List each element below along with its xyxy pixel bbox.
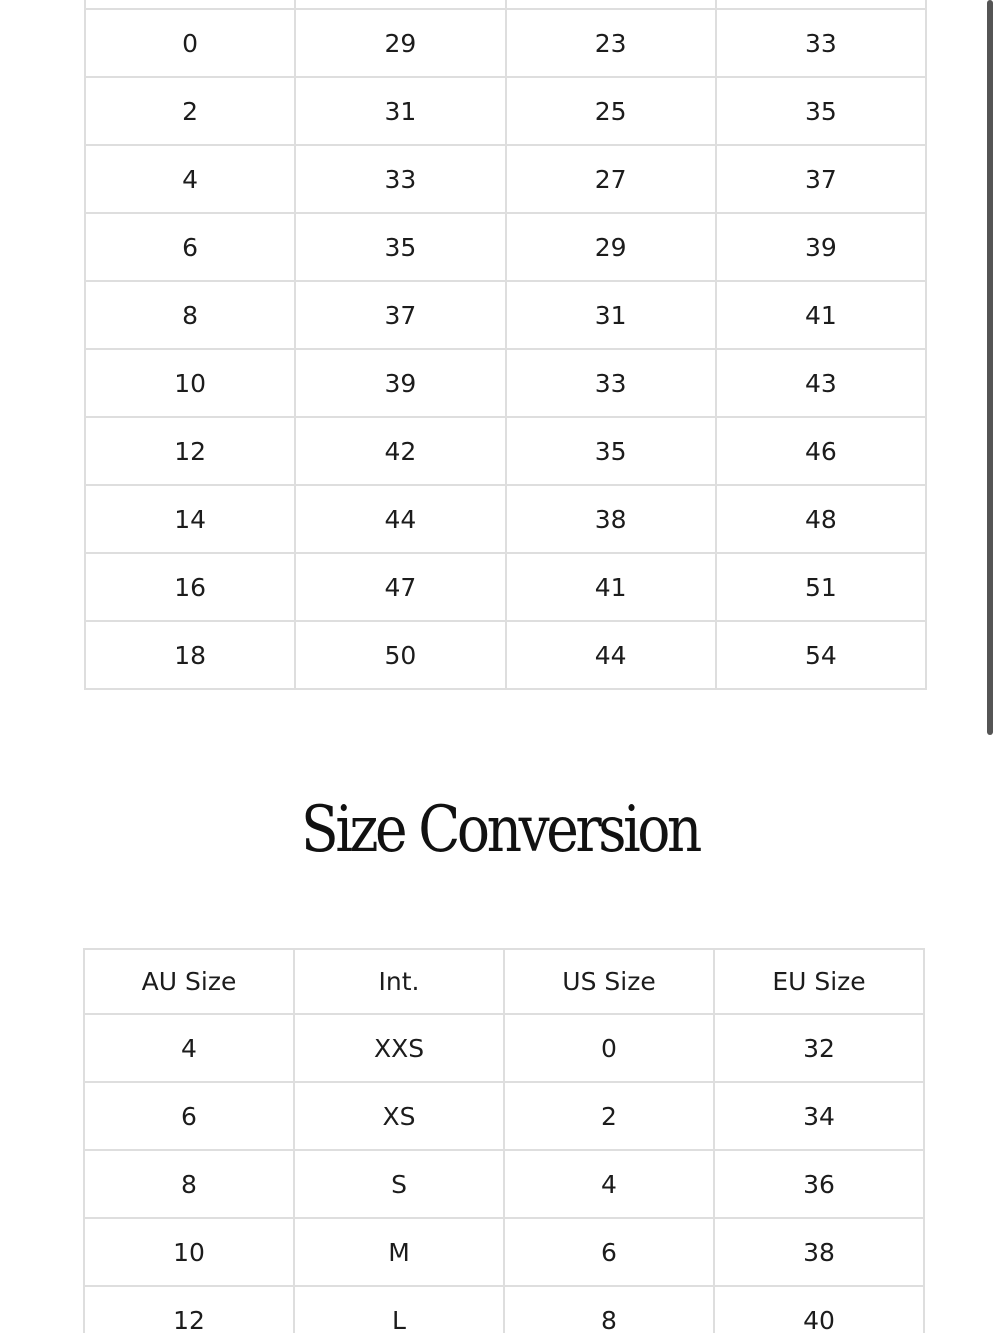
measurements-table [84, 0, 927, 690]
table-row [85, 417, 926, 485]
table-cell: 38 [714, 1218, 924, 1286]
table-cell: 8 [504, 1286, 714, 1333]
table-cell: 46 [716, 417, 926, 485]
table-cell: 23 [506, 9, 716, 77]
column-header-int: Int. [294, 949, 504, 1014]
table-cell: 25 [506, 77, 716, 145]
table-cell: 35 [506, 417, 716, 485]
table-row [85, 349, 926, 417]
table-cell: 48 [716, 485, 926, 553]
table-row [85, 9, 926, 77]
table-cell: M [294, 1218, 504, 1286]
table-row [85, 621, 926, 689]
table-cell: 43 [716, 349, 926, 417]
column-header-us-size: US Size [504, 949, 714, 1014]
table-cell: 35 [716, 77, 926, 145]
table-cell: 4 [84, 1014, 294, 1082]
table-cell: 33 [716, 9, 926, 77]
table-row [84, 1150, 924, 1218]
scrollbar-thumb[interactable] [987, 0, 993, 735]
table-row [85, 145, 926, 213]
table-cell: 35 [295, 213, 505, 281]
table-cell: 2 [85, 77, 295, 145]
table-cell [506, 0, 716, 9]
table-cell: 41 [506, 553, 716, 621]
table-cell: 40 [714, 1286, 924, 1333]
table-cell: 44 [506, 621, 716, 689]
table-cell: 29 [506, 213, 716, 281]
table-row [84, 1286, 924, 1333]
size-conversion-table [83, 948, 925, 1333]
table-row [85, 77, 926, 145]
table-cell: 8 [85, 281, 295, 349]
table-cell: 34 [714, 1082, 924, 1150]
table-cell: 0 [504, 1014, 714, 1082]
table-cell: 39 [716, 213, 926, 281]
table-header-row [84, 949, 924, 1014]
table-cell: L [294, 1286, 504, 1333]
table-cell: 33 [506, 349, 716, 417]
table-cell: 10 [84, 1218, 294, 1286]
table-cell: 14 [85, 485, 295, 553]
table-cell: 50 [295, 621, 505, 689]
table-row [85, 281, 926, 349]
table-row [85, 0, 926, 9]
table-cell: 8 [84, 1150, 294, 1218]
table-row [85, 485, 926, 553]
table-cell: 16 [85, 553, 295, 621]
table-cell: 36 [714, 1150, 924, 1218]
table-cell [295, 0, 505, 9]
table-cell: 6 [84, 1082, 294, 1150]
table-cell: 37 [295, 281, 505, 349]
table-cell: S [294, 1150, 504, 1218]
table-cell: 12 [84, 1286, 294, 1333]
table-cell: 31 [295, 77, 505, 145]
table-cell: 41 [716, 281, 926, 349]
table-cell: 4 [504, 1150, 714, 1218]
table-row [85, 553, 926, 621]
table-cell: 12 [85, 417, 295, 485]
table-cell: XXS [294, 1014, 504, 1082]
table-cell: 39 [295, 349, 505, 417]
column-header-eu-size: EU Size [714, 949, 924, 1014]
table-cell: 33 [295, 145, 505, 213]
table-row [84, 1082, 924, 1150]
table-cell: 27 [506, 145, 716, 213]
table-cell [85, 0, 295, 9]
table-cell: 18 [85, 621, 295, 689]
table-row [84, 1218, 924, 1286]
table-cell: 31 [506, 281, 716, 349]
table-cell: 54 [716, 621, 926, 689]
table-row [84, 1014, 924, 1082]
table-cell: 51 [716, 553, 926, 621]
table-cell: XS [294, 1082, 504, 1150]
table-cell: 6 [504, 1218, 714, 1286]
table-cell: 37 [716, 145, 926, 213]
table-cell: 10 [85, 349, 295, 417]
table-cell: 32 [714, 1014, 924, 1082]
column-header-au-size: AU Size [84, 949, 294, 1014]
table-cell: 29 [295, 9, 505, 77]
table-cell: 4 [85, 145, 295, 213]
table-cell: 42 [295, 417, 505, 485]
table-cell: 47 [295, 553, 505, 621]
table-cell: 6 [85, 213, 295, 281]
table-cell: 38 [506, 485, 716, 553]
table-cell: 2 [504, 1082, 714, 1150]
table-cell: 44 [295, 485, 505, 553]
table-row [85, 213, 926, 281]
table-cell [716, 0, 926, 9]
section-title: Size Conversion [301, 793, 699, 867]
table-cell: 0 [85, 9, 295, 77]
